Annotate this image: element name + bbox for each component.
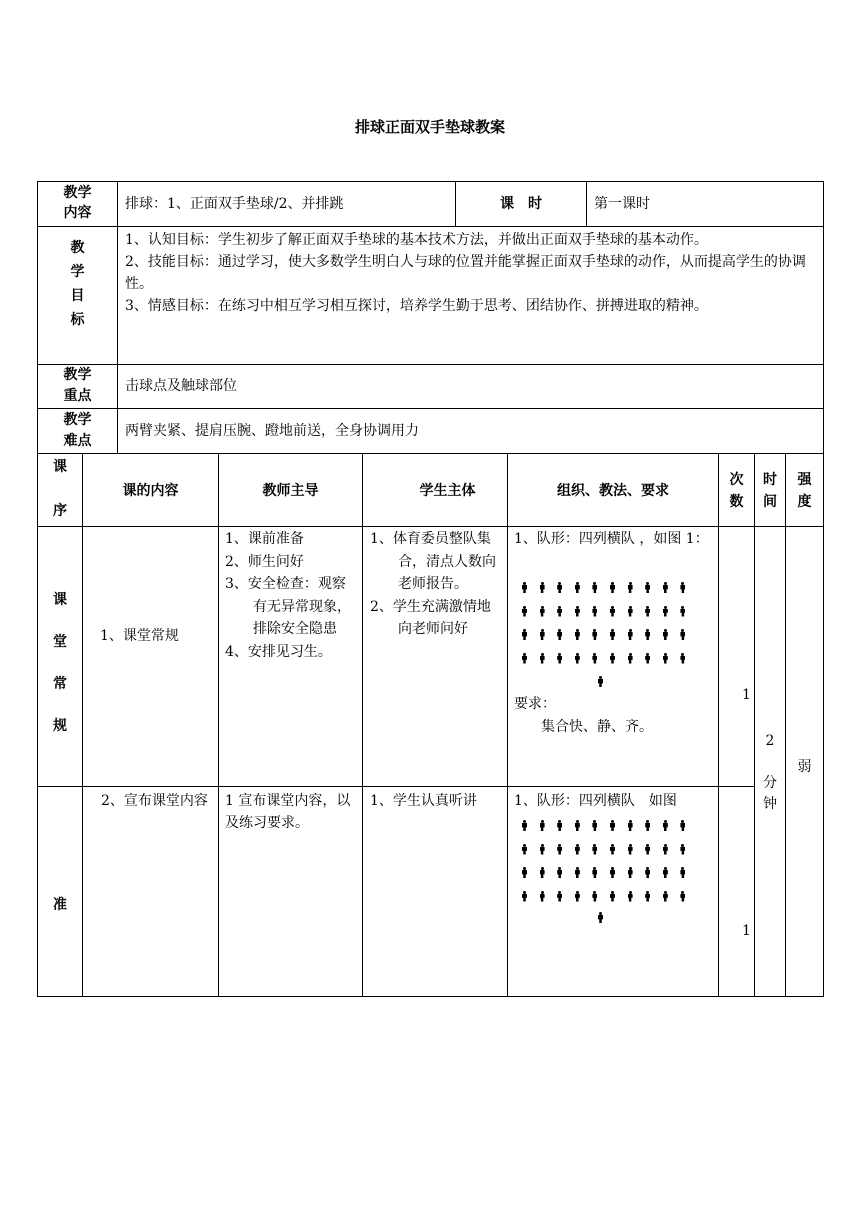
- col-duration: 时 间: [763, 472, 777, 510]
- col-sequence: 课 序: [53, 459, 67, 519]
- objective-item: 1、认知目标：学生初步了解正面双手垫球的基本技术方法，并做出正面双手垫球的基本动作。: [125, 232, 708, 248]
- teacher-item: 1、课前准备: [225, 531, 304, 547]
- student-figure: [575, 891, 580, 902]
- student-figure: [645, 582, 650, 593]
- student-figure: [663, 653, 668, 664]
- row2-student: 1、学生认真听讲: [370, 793, 477, 809]
- col-intensity: 强 度: [797, 472, 812, 510]
- teacher-item: 4、安排见习生。: [225, 643, 332, 660]
- student-figure: [645, 653, 650, 664]
- student-figure: [610, 606, 615, 617]
- student-figure: [540, 582, 545, 593]
- row1-req-label: 要求：: [514, 696, 556, 712]
- student-figure: [663, 820, 668, 831]
- student-figure: [680, 867, 685, 878]
- period-value: 第一课时: [594, 196, 650, 212]
- student-figure: [522, 606, 527, 617]
- col-teacher: 教师主导: [262, 483, 319, 499]
- difficulties-value: 两臂夹紧、提肩压腕、蹬地前送，全身协调用力: [125, 423, 419, 439]
- student-figure: [610, 582, 615, 593]
- student-figure: [557, 891, 562, 902]
- row2-content: 2、宣布课堂内容: [101, 793, 208, 809]
- row1-req: 集合快、静、齐。: [541, 719, 653, 735]
- student-figure: [628, 606, 633, 617]
- student-figure: [522, 820, 527, 831]
- student-figure: [522, 844, 527, 855]
- student-figure: [522, 629, 527, 640]
- student-figure: [680, 820, 685, 831]
- student-figure: [592, 629, 597, 640]
- teacher-item: 2、师生问好: [225, 553, 304, 570]
- student-figure: [575, 844, 580, 855]
- student-figure: [540, 820, 545, 831]
- objectives-list: [125, 229, 819, 317]
- student-figure: [592, 606, 597, 617]
- student-figure: [628, 867, 633, 878]
- student-figure: [575, 582, 580, 593]
- student-figure: [540, 606, 545, 617]
- student-figure: [575, 606, 580, 617]
- teacher-item: 3、安全检查：观察有无异常现象，排除安全隐患: [225, 576, 351, 637]
- student-figure: [592, 820, 597, 831]
- row2-times: 1: [742, 923, 751, 939]
- teacher-figure: [598, 676, 603, 687]
- row1-student: [370, 528, 502, 641]
- student-figure: [645, 867, 650, 878]
- student-figure: [575, 653, 580, 664]
- row1-teacher: [225, 528, 359, 663]
- student-figure: [557, 844, 562, 855]
- student-figure: [522, 867, 527, 878]
- student-figure: [540, 629, 545, 640]
- row2-teacher: 1 宣布课堂内容，以及练习要求。: [225, 793, 351, 831]
- student-figure: [592, 844, 597, 855]
- student-figure: [680, 891, 685, 902]
- student-figure: [540, 867, 545, 878]
- student-figure: [628, 820, 633, 831]
- student-figure: [557, 867, 562, 878]
- student-figure: [628, 891, 633, 902]
- section-duration: 2 分 钟: [763, 733, 777, 812]
- row1-content: 1、课堂常规: [100, 628, 179, 644]
- student-figure: [592, 582, 597, 593]
- student-figure: [645, 844, 650, 855]
- row2-org-intro: 1、队形：四列横队 如图: [514, 793, 677, 809]
- student-figure: [592, 867, 597, 878]
- student-figure: [663, 844, 668, 855]
- student-figure: [663, 582, 668, 593]
- student-figure: [680, 653, 685, 664]
- student-figure: [575, 867, 580, 878]
- col-times: 次 数: [729, 472, 744, 510]
- student-figure: [540, 844, 545, 855]
- student-figure: [575, 629, 580, 640]
- student-figure: [680, 582, 685, 593]
- student-figure: [540, 653, 545, 664]
- content-value: 排球：1、正面双手垫球/2、并排跳: [125, 196, 344, 212]
- col-content: 课的内容: [122, 483, 179, 499]
- section-intensity: 弱: [797, 759, 812, 775]
- student-figure: [610, 653, 615, 664]
- student-figure: [663, 867, 668, 878]
- objective-item: 2、技能目标：通过学习，使大多数学生明白人与球的位置并能掌握正面双手垫球的动作，从而提高学生的协调性。: [125, 254, 806, 292]
- student-figure: [557, 582, 562, 593]
- student-figure: [610, 820, 615, 831]
- student-figure: [557, 820, 562, 831]
- document-title: 排球正面双手垫球教案: [354, 118, 505, 136]
- student-figure: [663, 606, 668, 617]
- teacher-figure: [598, 912, 603, 923]
- key-points-value: 击球点及触球部位: [125, 378, 237, 394]
- col-student: 学生主体: [419, 483, 476, 499]
- student-figure: [610, 867, 615, 878]
- content-label: 教学 内容: [63, 185, 92, 221]
- col-organization: 组织、教法、要求: [557, 483, 669, 499]
- student-figure: [522, 653, 527, 664]
- section-label-upper: 课 堂 常 规: [53, 592, 67, 734]
- section-label-lower: 准: [53, 897, 67, 913]
- row1-org-intro: 1、队形：四列横队 ，如图 1：: [514, 531, 709, 547]
- student-figure: [680, 606, 685, 617]
- student-figure: [680, 629, 685, 640]
- student-figure: [645, 629, 650, 640]
- student-figure: [645, 820, 650, 831]
- student-figure: [557, 606, 562, 617]
- student-figure: [663, 891, 668, 902]
- student-figure: [610, 844, 615, 855]
- student-figure: [645, 606, 650, 617]
- student-figure: [628, 653, 633, 664]
- student-figure: [680, 844, 685, 855]
- difficulties-label: 教学 难点: [63, 412, 92, 449]
- student-figure: [575, 820, 580, 831]
- student-figure: [628, 844, 633, 855]
- student-figure: [628, 582, 633, 593]
- student-figure: [522, 582, 527, 593]
- key-points-label: 教学 重点: [63, 367, 92, 404]
- student-figure: [592, 653, 597, 664]
- student-figure: [645, 891, 650, 902]
- period-label: 课 时: [500, 196, 542, 212]
- student-figure: [557, 629, 562, 640]
- student-figure: [592, 891, 597, 902]
- objectives-label: 教 学 目 标: [70, 240, 85, 328]
- row1-times: 1: [742, 687, 751, 703]
- student-figure: [610, 891, 615, 902]
- student-figure: [628, 629, 633, 640]
- student-figure: [557, 653, 562, 664]
- student-figure: [610, 629, 615, 640]
- student-figure: [540, 891, 545, 902]
- student-figure: [522, 891, 527, 902]
- student-item: 2、学生充满激情地向老师问好: [370, 598, 491, 637]
- student-figure: [663, 629, 668, 640]
- student-item: 1、体育委员整队集合，清点人数向老师报告。: [370, 531, 496, 592]
- objective-item: 3、情感目标：在练习中相互学习相互探讨，培养学生勤于思考、团结协作、拼搏进取的精神。: [125, 298, 708, 314]
